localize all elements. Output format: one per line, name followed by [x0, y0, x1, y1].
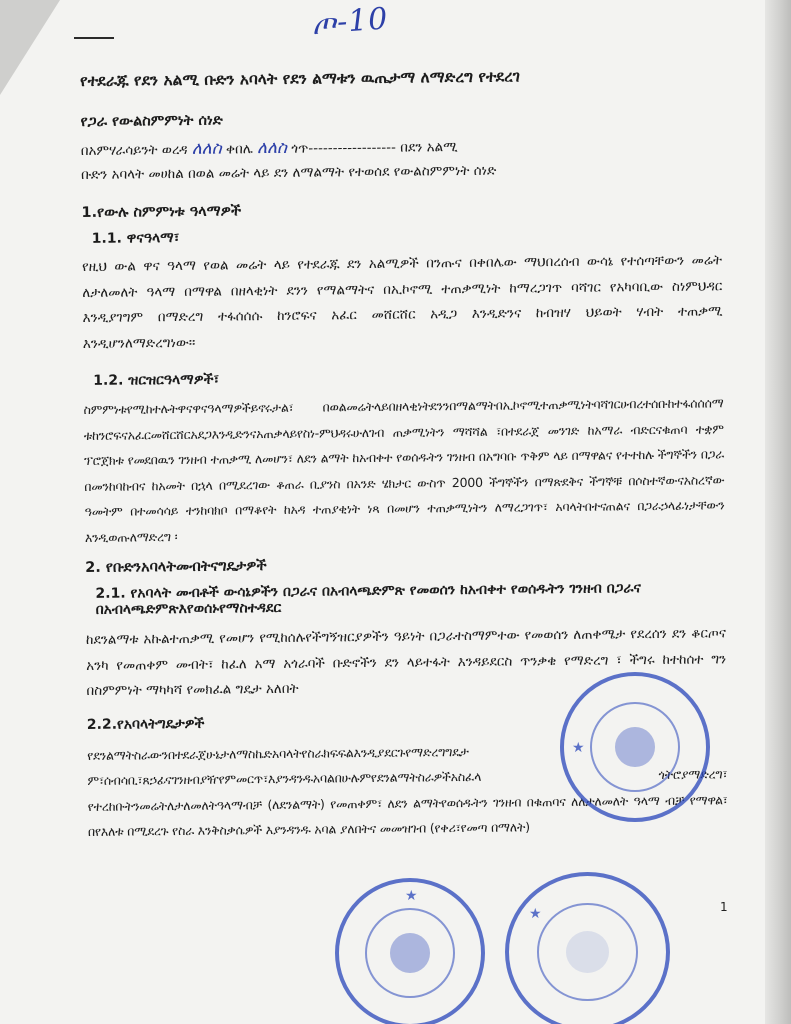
section-1-heading: 1.የውሉ ስምምነቱ ዓላማዎች — [81, 203, 242, 221]
document-subtitle: የጋራ የውልስምምነት ሰነድ — [80, 112, 223, 130]
dash-mark — [74, 37, 114, 39]
intro-text-c: ጎጥ------------------ በደን አልሚ — [291, 139, 458, 157]
section-2-heading: 2. የቡድንአባላትመብትናግዴታዎች — [85, 558, 267, 576]
handwritten-note: ጦ-10 — [310, 1, 390, 42]
page-edge — [765, 0, 791, 1024]
page-number: 1 — [720, 900, 728, 914]
section-2-2-heading: 2.2.የአባላትግዴታዎች — [86, 715, 205, 733]
section-1-1-text: የዚህ ውል ዋና ዓላማ የወል መሬት ላይ የተደራጁ ደን አልሚዎች በንጡና በቀበሌው ማህበረሰብ ውሳኔ የተሰጣቸውን መሬት ለታለመለት ዓላማ በማዋል በዘላቂነት ደንን የማልማትና በኢኮኖሚ ተጠቃሚነት ከማረጋገጥ ባሻገር የአካባቢው ስነምህዳር እንዲያገግም በማድረግ ተፋሰሰሱ ከንሮፍና አፈር መሸርሸር አዲጋ እንዲድንና ከብዝሃ ህይወት ሃብት ተጠቃሚ እንዲሆንለማድረግነው፡፡ — [81, 252, 723, 352]
section-2-1-text: ከደንልማቱ አኩልተጠቃሚ የመሆን የሚከሰሉየችግኝዝርያዎችን ዓይነት በጋራተስማምተው የመወሰን ለጠቀሜታ የደረሰን ደን ቆርጦና አንካ የመጠቀም መብት፣ ከፈለ አማ አጎራባች ቡድኖችን ደን ላይተፋት እንዳይደርስ ጥንቃቄ የማድረግ ፣ ችግሩ ከተከሰተ ግን በስምምነት ማካካሻ የመክፈል ግዴታ አለበት — [85, 625, 727, 699]
stamp-star-icon: ★ — [405, 888, 418, 904]
signature-1: ለለስ — [191, 138, 222, 159]
intro-line-2: ቡድን አባላት መሀከል በወል መሬት ላይ ደን ለማልማት የተወሰደ የውልስምምነት ሰነድ — [81, 162, 497, 183]
section-1-2-text: ስምምነቱየሚከተሉትዋናዋናዓላማዎችይኖሩታል፣ በወልመሬትላይበዘላቂነትደንንበማልማትበኢኮኖሚተጠቃሚነትባሻገርሀብረተሰቡከተፋሰሰሰማ ቱከንሮፍናአፈርመሸርሸርአደጋእንዲድንናአጠቃላይየስነ-ምህዳሩሁለገብ ጠቃሚነትን ማሻሻል ፣በተደራጀ መንገድ ከአማራ ብድርናቁጠባ ተቋም ፕሮጀክቱ የመደበዉን ገንዘብ ተጠቃሚ ለመሆን፣ ለደን ልማት ከአብቀተ የወሰዱትን ገንዘብ በአግባቡ ጥቅም ላይ በማዋልና የተተከሉ ችግኞችን በጋራ በመንከባከብና ከአመት በኋላ በሚደረገው ቆጠራ ቢያንስ በአንድ ሄክታር ውስጥ 2000 ችግኞችን በማጽደቅና ችግኞቹ በሶስተኛውናአስረኛው ዓመትም በተመሳሳይ ተንከባክቦ በማቆየት ከአዳ ተጠያቂነት ነጻ በመሆን ተጠቃሚነትን ለማረጋገጥ፣ አባላትበተናጠልና በጋራኃላፊነታቸውን እንዲወጡለማድረግ ፡ — [83, 395, 725, 545]
stamp-emblem — [615, 727, 655, 767]
intro-text-b: ቀበሌ — [225, 141, 253, 158]
official-stamp-bottom-left — [335, 878, 485, 1024]
stamp-emblem — [390, 933, 430, 973]
folded-corner — [0, 0, 60, 95]
document-title: የተደራጁ የደን አልሚ ቡድን አባላት የደን ልማቱን ዉጤታማ ለማድረግ የተደረገ — [80, 67, 520, 90]
stamp-star-icon: ★ — [529, 906, 542, 922]
official-stamp-bottom-right — [505, 872, 670, 1024]
stamp-star-icon: ★ — [572, 740, 585, 756]
intro-text-a: በአምሃራሳይንት ወረዳ — [80, 141, 188, 159]
signature-2: ለለስ — [256, 137, 288, 159]
section-1-1-heading: 1.1. ዋናዓላማ፣ — [91, 229, 180, 247]
section-1-2-heading: 1.2. ዝርዝርዓላማዎች፣ — [93, 371, 220, 389]
section-2-1-heading: 2.1. የአባላት መብቶች ውሳኔዎችን በጋራና በአብላጫድምጽ የመወሰን ከአብቀተ የወሰዱትን ገንዘብ በጋራና በአብላጫድምጽእየወሰኑየማስተዳደር — [95, 580, 641, 618]
section-2-2-text: የደንልማትስራውንበተደራጀሁኔታለማስኬድአባላትየስራክፍፍልእንዲያደርጉየማድረግግዴታ ም፣ሰብሳቢ፣ጸኃፊናገንዘብያዥየምመርጥ፣እያንዳንዱአባልበሁሉምየደንልማትስራዎችአስፈላ ጎትሮያማድረግ፣ የተረከቡትንመሬትለታለመለትዓላማብቻ (ለደንልማት) የመጠቀም፣ ለደን ልማትየወሰዱትን ገንዘብ በቁጠባና ለለታለመለት ዓላማ ብቻ የማዋል፣ በየእለቱ በሚደረጉ የስራ እንቅስቃሴዎች እያንዳንዱ አባል ያለበትና መመዝገብ (የቀሪ፣የመጣ በማለት) — [87, 743, 728, 839]
official-stamp-right — [560, 672, 710, 822]
